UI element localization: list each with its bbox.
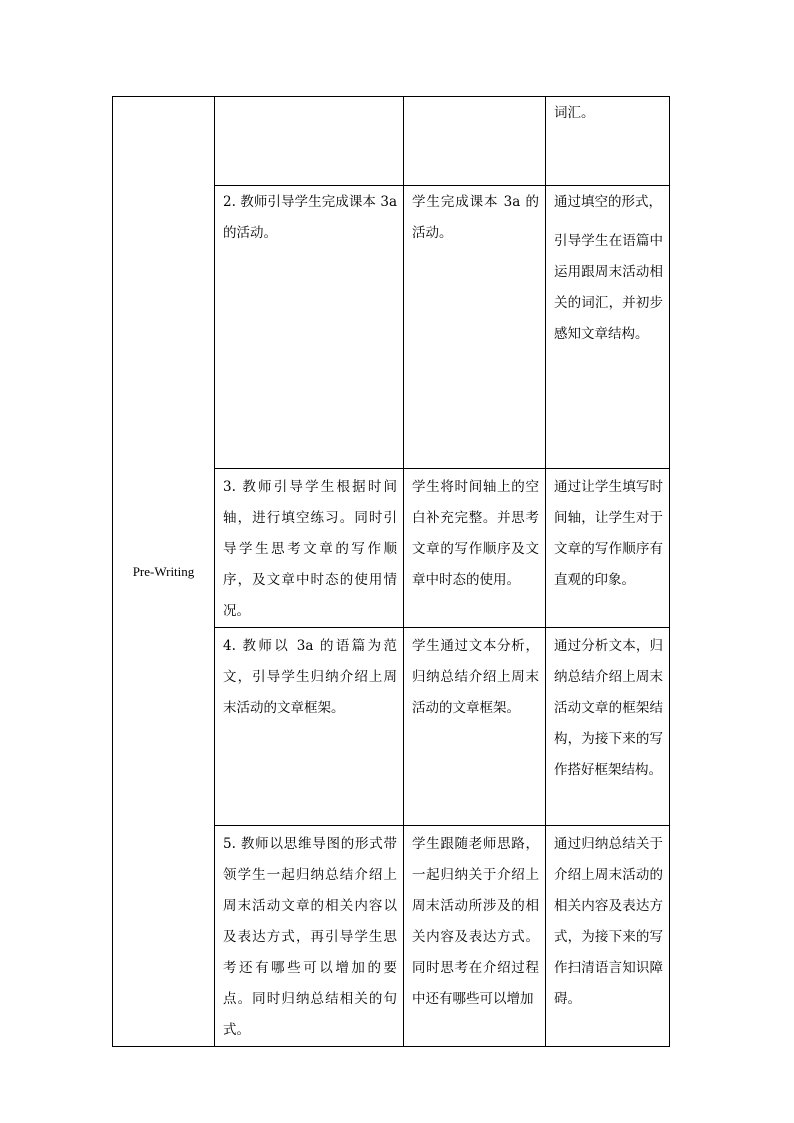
lesson-plan-table <box>112 96 670 1047</box>
design-purpose-cell <box>546 826 670 1047</box>
design-purpose-cell <box>546 97 670 186</box>
student-activity-cell <box>404 826 546 1047</box>
teacher-activity-cell <box>215 628 404 826</box>
stage-label: Pre-Writing <box>132 563 195 579</box>
teacher-activity-cell <box>215 826 404 1047</box>
design-purpose-cell <box>546 628 670 826</box>
design-purpose-text: 词汇。 <box>554 105 595 121</box>
student-activity-cell <box>404 186 546 469</box>
stage-cell <box>113 97 215 1047</box>
student-activity-text: 学生通过文本分析，归纳总结介绍上周末活动的文章框架。 <box>412 638 539 716</box>
student-activity-cell <box>404 628 546 826</box>
student-activity-cell <box>404 469 546 628</box>
teacher-activity-text: 4. 教师以 3a 的语篇为范文，引导学生归纳介绍上周末活动的文章框架。 <box>223 638 397 716</box>
teacher-activity-text: 3. 教师引导学生根据时间轴，进行填空练习。同时引导学生思考文章的写作顺序，及文章中时态的使用情况。 <box>223 479 397 619</box>
teacher-activity-cell <box>215 97 404 186</box>
design-purpose-cell <box>546 186 670 469</box>
teacher-activity-text: 5. 教师以思维导图的形式带领学生一起归纳总结介绍上周末活动文章的相关内容以及表达方式，再引导学生思考还有哪些可以增加的要点。同时归纳总结相关的句式。 <box>223 836 397 1038</box>
table-row <box>113 97 670 186</box>
teacher-activity-cell <box>215 469 404 628</box>
student-activity-text: 学生完成课本 3a 的活动。 <box>412 194 539 241</box>
design-purpose-text: 通过让学生填写时间轴，让学生对于文章的写作顺序有直观的印象。 <box>554 479 663 588</box>
student-activity-text: 学生将时间轴上的空白补充完整。并思考文章的写作顺序及文章中时态的使用。 <box>412 479 539 588</box>
design-purpose-cell <box>546 469 670 628</box>
teacher-activity-text: 2. 教师引导学生完成课本 3a 的活动。 <box>223 194 397 241</box>
student-activity-text: 学生跟随老师思路，一起归纳关于介绍上周末活动所涉及的相关内容及表达方式。同时思考在介绍过程中还有哪些可以增加 <box>412 836 539 1007</box>
design-purpose-text: 通过归纳总结关于介绍上周末活动的相关内容及表达方式，为接下来的写作扫清语言知识障碍。 <box>554 836 663 1007</box>
teacher-activity-cell <box>215 186 404 469</box>
design-purpose-text: 引导学生在语篇中运用跟周末活动相关的词汇，并初步感知文章结构。 <box>554 233 663 342</box>
design-purpose-text: 通过分析文本，归纳总结介绍上周末活动文章的框架结构，为接下来的写作搭好框架结构。 <box>554 638 663 778</box>
student-activity-cell <box>404 97 546 186</box>
design-purpose-lead: 通过填空的形式， <box>554 194 662 210</box>
